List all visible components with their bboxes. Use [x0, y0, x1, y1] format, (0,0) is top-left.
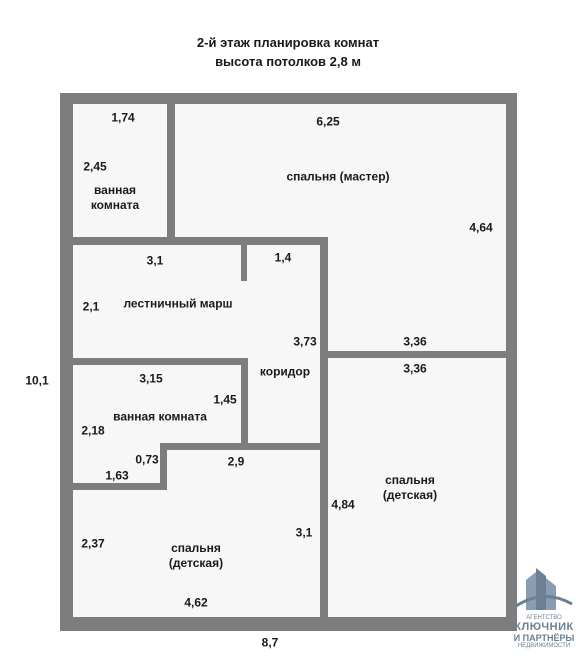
dim-stairs-width: 3,1 [146, 253, 164, 268]
room-master: спальня (мастер) [286, 169, 390, 184]
dim-total-height: 10,1 [25, 373, 49, 388]
dim-master-bottom: 3,36 [403, 334, 427, 349]
dim-kids-bottom-right: 3,1 [295, 525, 313, 540]
dim-bath-top-height: 2,45 [83, 159, 107, 174]
dim-kids-right-height: 4,84 [331, 497, 355, 512]
building-logo-icon [512, 566, 576, 610]
dim-kids-bottom-width: 4,62 [184, 595, 208, 610]
dim-corridor-height: 3,73 [293, 334, 317, 349]
room-corridor: коридор [259, 364, 311, 379]
room-kids-bottom: спальня (детская) [168, 541, 224, 570]
dim-total-width: 8,7 [261, 635, 279, 650]
dim-stairs-height: 2,1 [82, 299, 100, 314]
dim-master-height: 4,64 [469, 220, 493, 235]
wall-bath-mid-step [160, 443, 167, 490]
wall-corridor-bottom [160, 443, 325, 450]
dim-kids-bottom-top: 2,9 [227, 454, 245, 469]
wall-corridor-right [320, 237, 328, 617]
dim-bath-mid-bottom: 1,63 [105, 468, 129, 483]
room-bath-mid: ванная комната [113, 409, 207, 424]
wall-stairs-bottom [73, 358, 248, 365]
wall-bath-mid-right [241, 358, 248, 446]
logo-line-realty: НЕДВИЖИМОСТИ [517, 643, 571, 649]
dim-bath-mid-side: 1,45 [213, 392, 237, 407]
plan-title-line1: 2-й этаж планировка комнат [196, 35, 380, 50]
dim-bath-mid-width: 3,15 [139, 371, 163, 386]
logo-line-partners: И ПАРТНЁРЫ [513, 633, 575, 643]
wall-master-bottom [325, 351, 506, 358]
dim-kids-right-top: 3,36 [403, 361, 427, 376]
dim-master-width: 6,25 [316, 114, 340, 129]
wall-bath-mid-bottom [73, 483, 167, 490]
dim-corridor-top: 1,4 [274, 250, 292, 265]
logo-line-name: КЛЮЧНИК [514, 621, 574, 633]
dim-bath-top-width: 1,74 [111, 110, 135, 125]
agency-logo [512, 566, 576, 656]
plan-title-line2: высота потолков 2,8 м [215, 54, 361, 69]
wall-stair-stub [241, 245, 247, 281]
room-stairs: лестничный марш [123, 296, 233, 311]
room-bath-top: ванная комната [90, 183, 140, 212]
room-kids-right: спальня (детская) [382, 473, 438, 502]
wall-upper-horizontal [73, 237, 325, 245]
logo-line-agency: АГЕНТСТВО [526, 615, 562, 621]
dim-kids-bottom-left: 2,37 [81, 536, 105, 551]
dim-bath-mid-height: 2,18 [81, 423, 105, 438]
wall-bath-top-right [167, 104, 175, 238]
dim-bath-mid-step: 0,73 [135, 452, 159, 467]
